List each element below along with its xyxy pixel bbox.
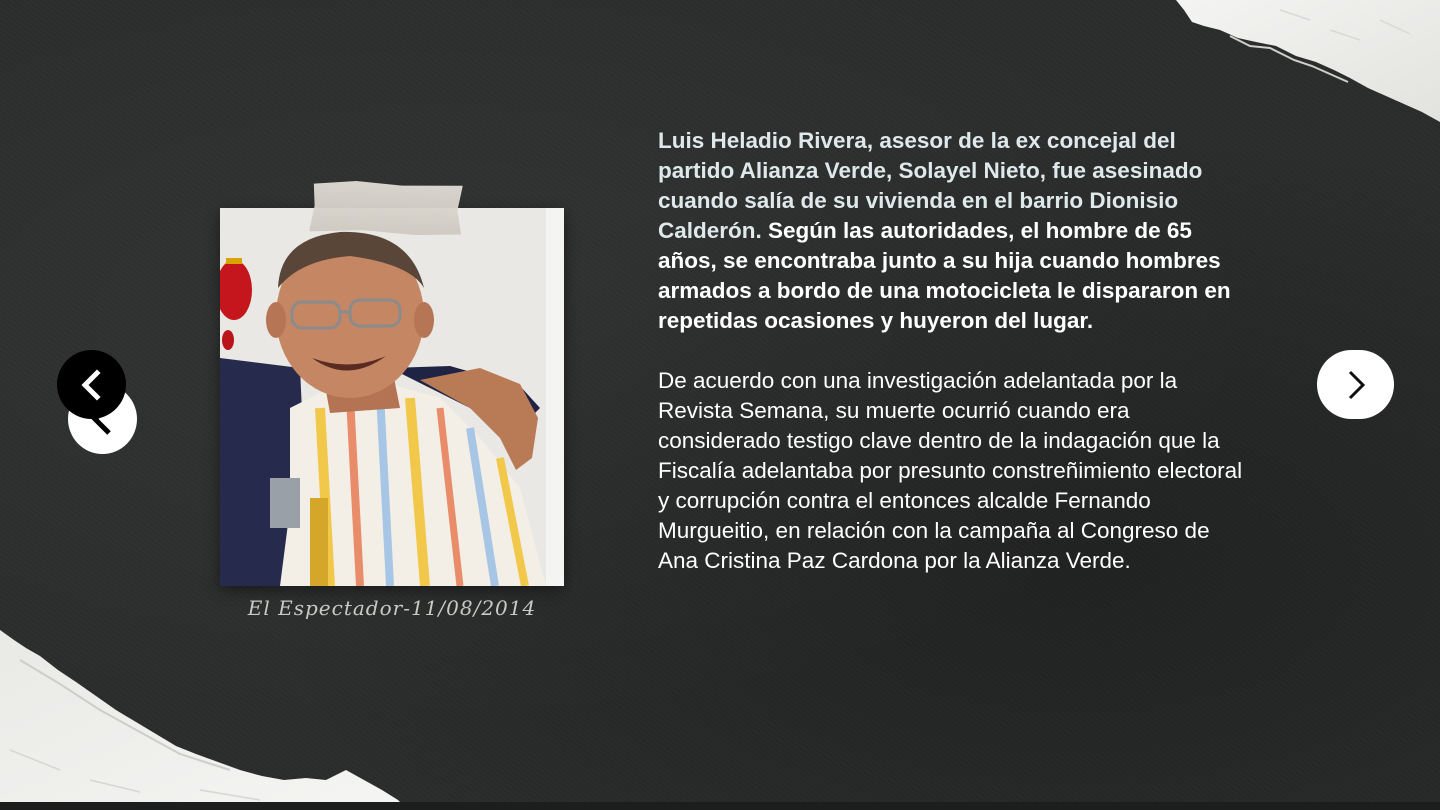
bold-paragraph-rest: Según las autoridades, el hombre de 65 años, se encontraba junto a su hija cuando hombres armados a bordo de una motocicleta le dispararon en repetidas ocasiones y huyeron del lugar. bbox=[658, 218, 1231, 333]
photo-caption: El Espectador-11/08/2014 bbox=[247, 596, 537, 620]
bold-paragraph bbox=[658, 126, 1248, 336]
bold-paragraph-lead: Luis Heladio Rivera, asesor de la ex concejal del partido Alianza Verde, Solayel Nieto, fue asesinado cuando salía de su vivienda en el barrio Dionisio Calderón. bbox=[658, 128, 1203, 243]
torn-paper-top-right bbox=[1080, 0, 1440, 130]
tape-strip bbox=[309, 179, 463, 236]
bottom-edge bbox=[0, 802, 1440, 810]
chevron-left-icon bbox=[72, 365, 112, 405]
next-slide-button[interactable] bbox=[1317, 350, 1394, 419]
article-text bbox=[658, 126, 1248, 576]
photo-frame bbox=[220, 208, 564, 586]
previous-slide-button[interactable] bbox=[57, 350, 126, 419]
chevron-right-icon bbox=[1336, 365, 1376, 405]
normal-paragraph: De acuerdo con una investigación adelantada por la Revista Semana, su muerte ocurrió cuando era considerado testigo clave dentro de la indagación que la Fiscalía adelantaba por presunto constreñimiento electoral y corrupción contra el entonces alcalde Fernando Murgueitio, en relación con la campaña al Congreso de Ana Cristina Paz Cardona por la Alianza Verde. bbox=[658, 368, 1243, 573]
portrait-photo bbox=[220, 208, 564, 586]
torn-paper-bottom-left bbox=[0, 630, 420, 810]
